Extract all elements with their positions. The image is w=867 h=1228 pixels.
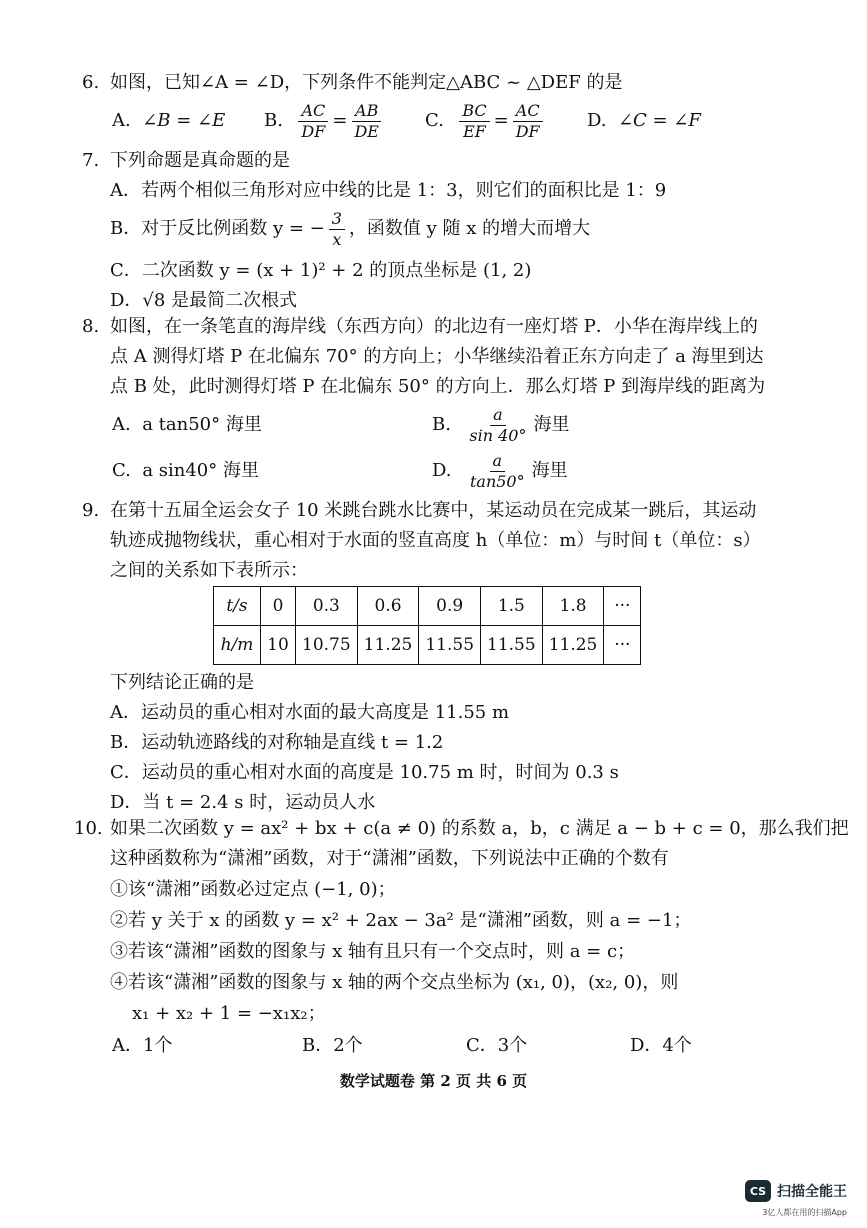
brand-tagline: 3亿人都在用的扫描App (762, 1208, 847, 1217)
option-d: D．当 t = 2.4 s 时，运动员人水 (110, 792, 376, 813)
denominator: DF (515, 121, 540, 141)
option-c: C．二次函数 y = (x + 1)² + 2 的顶点坐标是 (1, 2) (110, 260, 532, 281)
option-b (82, 206, 827, 252)
table-cell: 11.55 (419, 626, 481, 665)
option-b (264, 98, 386, 144)
denominator: tan50° (469, 471, 525, 491)
statement-1: ①该“潇湘”函数必过定点 (−1, 0)； (110, 879, 396, 900)
option-label: A. (112, 110, 131, 131)
question-stem: 下列命题是真命题的是 (110, 150, 290, 171)
option-a (112, 98, 225, 144)
table-cell: 10.75 (296, 626, 358, 665)
fraction (466, 405, 529, 446)
option-text: ∠B = ∠E (142, 110, 226, 131)
option-d (432, 448, 568, 494)
numerator: BC (459, 101, 489, 122)
option-c (112, 448, 259, 494)
option-a (112, 402, 262, 448)
option-c: C．3个 (466, 1035, 528, 1056)
question-line: 下列结论正确的是 (110, 672, 254, 693)
denominator: DF (301, 121, 326, 141)
table-cell: 0 (261, 587, 296, 626)
denominator: EF (463, 121, 486, 141)
options-row (82, 98, 827, 144)
option-text: a tan50° 海里 (142, 414, 262, 435)
denominator: DE (354, 121, 379, 141)
option-label: A. (112, 414, 131, 435)
numerator: a (490, 451, 506, 472)
options-row (74, 1029, 827, 1063)
option-d: D．√8 是最简二次根式 (110, 290, 298, 311)
cell-text: t/s (226, 596, 248, 616)
table-cell: 0.3 (296, 587, 358, 626)
numerator: AC (513, 101, 543, 122)
question-10 (74, 814, 849, 1063)
table-row (214, 626, 641, 665)
fraction (298, 101, 328, 142)
question-line: 如图，在一条笔直的海岸线（东西方向）的北边有一座灯塔 P．小华在海岸线上的 (110, 316, 758, 337)
table-cell: 10 (261, 626, 296, 665)
question-number: 10. (74, 818, 103, 839)
question-number: 7. (82, 150, 100, 171)
options-row (82, 402, 827, 448)
fraction (467, 451, 528, 492)
statement-4-cont: x₁ + x₂ + 1 = −x₁x₂； (132, 1003, 326, 1024)
question-6 (82, 68, 827, 144)
question-number: 8. (82, 316, 100, 337)
table-cell: 11.55 (481, 626, 543, 665)
numerator: 3 (329, 209, 345, 230)
option-a: A．若两个相似三角形对应中线的比是 1：3，则它们的面积比是 1：9 (110, 180, 667, 201)
fraction (459, 101, 489, 142)
option-label: D. (432, 460, 452, 481)
option-text: ∠C = ∠F (617, 110, 701, 131)
brand-name: 扫描全能王 (777, 1184, 847, 1200)
cell-text: h/m (220, 635, 254, 655)
option-label: C. (425, 110, 444, 131)
question-line: 之间的关系如下表所示： (110, 560, 308, 581)
question-number: 6. (82, 72, 100, 93)
option-text: B．对于反比例函数 y = − (110, 218, 325, 239)
denominator: sin 40° (469, 425, 527, 445)
numerator: a (490, 405, 506, 426)
statement-2: ②若 y 关于 x 的函数 y = x² + 2ax − 3a² 是“潇湘”函数，则 a = −1； (110, 910, 692, 931)
question-9-options (82, 668, 827, 818)
table-cell: 0.9 (419, 587, 481, 626)
fraction (329, 209, 345, 250)
question-line: 这种函数称为“潇湘”函数，对于“潇湘”函数，下列说法中正确的个数有 (110, 848, 669, 869)
numerator: AC (298, 101, 328, 122)
question-line: 点 B 处，此时测得灯塔 P 在北偏东 50° 的方向上．那么灯塔 P 到海岸线的距离为 (110, 376, 766, 397)
option-label: B. (264, 110, 283, 131)
question-stem: 如图，已知∠A = ∠D，下列条件不能判定△ABC ~ △DEF 的是 (110, 72, 623, 93)
option-label: B. (432, 414, 451, 435)
question-7 (82, 146, 827, 316)
table-cell: 11.25 (542, 626, 604, 665)
table-cell: 11.25 (357, 626, 419, 665)
data-table (213, 586, 641, 665)
statement-3: ③若该“潇湘”函数的图象与 x 轴有且只有一个交点时，则 a = c； (110, 941, 636, 962)
equals-sign: = (332, 110, 348, 131)
option-d: D．4个 (630, 1035, 692, 1056)
table-header-cell (214, 626, 261, 665)
camscanner-logo-icon: CS (745, 1180, 771, 1202)
option-c: C．运动员的重心相对水面的高度是 10.75 m 时，时间为 0.3 s (110, 762, 619, 783)
option-label: C. (112, 460, 131, 481)
option-b: B．2个 (302, 1035, 363, 1056)
option-b: B．运动轨迹路线的对称轴是直线 t = 1.2 (110, 732, 444, 753)
options-row (82, 448, 827, 494)
option-a: A．运动员的重心相对水面的最大高度是 11.55 m (110, 702, 510, 723)
question-line: 如果二次函数 y = ax² + bx + c(a ≠ 0) 的系数 a，b，c 满足 a − b + c = 0，那么我们把 (110, 818, 849, 839)
table-cell: 0.6 (357, 587, 419, 626)
option-text: a sin40° 海里 (142, 460, 259, 481)
option-a: A．1个 (112, 1035, 173, 1056)
option-label: D. (587, 110, 607, 131)
option-c (425, 98, 547, 144)
question-line: 轨迹成抛物线状，重心相对于水面的竖直高度 h（单位：m）与时间 t（单位：s） (110, 530, 761, 551)
denominator: x (332, 229, 342, 249)
statement-4: ④若该“潇湘”函数的图象与 x 轴的两个交点坐标为 (x₁, 0)，(x₂, 0)，则 (110, 972, 679, 993)
fraction (513, 101, 543, 142)
table-cell: ··· (604, 587, 641, 626)
option-b (432, 402, 569, 448)
fraction (351, 101, 382, 142)
table-cell: 1.8 (542, 587, 604, 626)
question-9 (82, 496, 827, 586)
scanner-watermark (745, 1180, 847, 1202)
question-8 (82, 312, 827, 494)
numerator: AB (352, 101, 381, 122)
question-number: 9. (82, 500, 100, 521)
table-header-cell (214, 587, 261, 626)
question-line: 点 A 测得灯塔 P 在北偏东 70° 的方向上；小华继续沿着正东方向走了 a 海里到达 (110, 346, 764, 367)
option-text: ，函数值 y 随 x 的增大而增大 (348, 218, 591, 239)
unit: 海里 (533, 414, 570, 435)
table-row (214, 587, 641, 626)
page-footer: 数学试题卷 第 2 页 共 6 页 (339, 1072, 528, 1090)
unit: 海里 (531, 460, 568, 481)
table-cell: 1.5 (481, 587, 543, 626)
table-cell: ··· (604, 626, 641, 665)
question-line: 在第十五届全运会女子 10 米跳台跳水比赛中，某运动员在完成某一跳后，其运动 (110, 500, 757, 521)
equals-sign: = (493, 110, 509, 131)
option-d (587, 98, 701, 144)
